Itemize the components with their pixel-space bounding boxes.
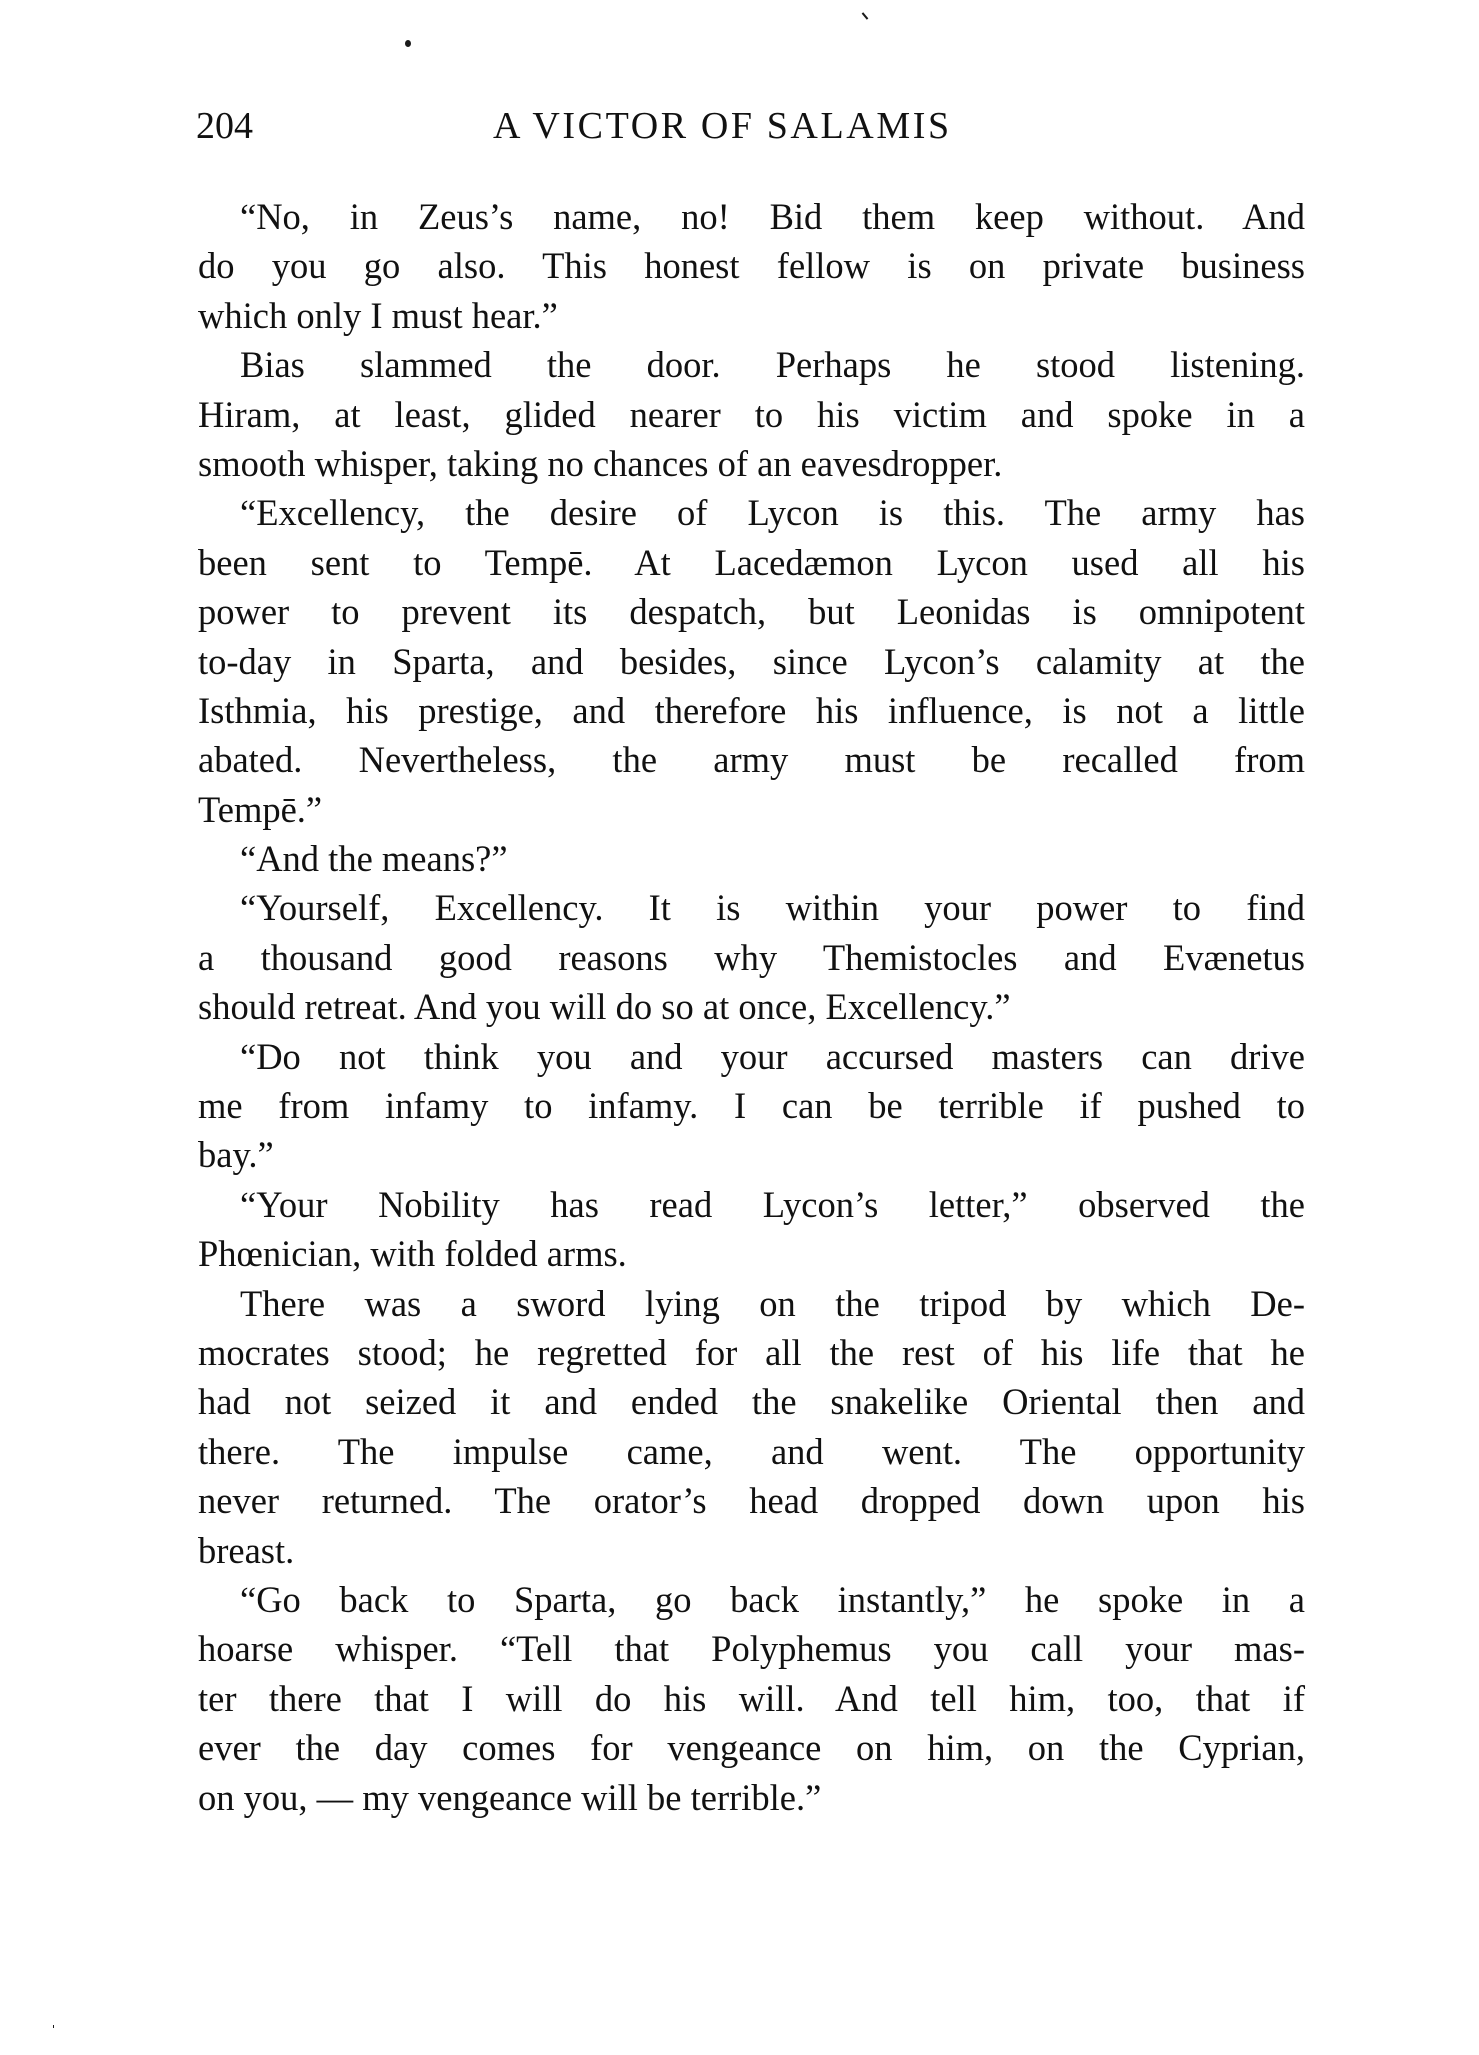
text-line: abated. Nevertheless, the army must be recalled from bbox=[198, 739, 1305, 781]
text-line: “Yourself, Excellency. It is within your power to find bbox=[240, 887, 1305, 929]
text-line: Isthmia, his prestige, and therefore his influence, is not a little bbox=[198, 689, 1305, 731]
paragraph bbox=[198, 883, 1305, 1031]
paragraph bbox=[198, 1575, 1305, 1822]
text-line: ter there that I will do his will. And tell him, too, that if bbox=[198, 1677, 1305, 1719]
paragraph bbox=[198, 488, 1305, 834]
text-line: on you, — my vengeance will be terrible.” bbox=[198, 1776, 822, 1818]
paragraph bbox=[198, 192, 1305, 340]
text-line: do you go also. This honest fellow is on private business bbox=[198, 245, 1305, 287]
text-line: Tempē.” bbox=[198, 788, 323, 830]
text-line: bay.” bbox=[198, 1134, 274, 1176]
text-line: should retreat. And you will do so at once, Excellency.” bbox=[198, 986, 1011, 1028]
text-line: a thousand good reasons why Themistocles and Evænetus bbox=[198, 936, 1305, 978]
text-line: there. The impulse came, and went. The opportunity bbox=[198, 1430, 1305, 1472]
text-line: “Go back to Sparta, go back instantly,” he spoke in a bbox=[240, 1578, 1305, 1620]
text-line: Hiram, at least, glided nearer to his victim and spoke in a bbox=[198, 393, 1305, 435]
paragraph bbox=[198, 340, 1305, 488]
text-line: Bias slammed the door. Perhaps he stood listening. bbox=[240, 344, 1305, 386]
text-line: had not seized it and ended the snakelike Oriental then and bbox=[198, 1381, 1305, 1423]
page-number: 204 bbox=[196, 105, 253, 147]
text-line: me from infamy to infamy. I can be terrible if pushed to bbox=[198, 1085, 1305, 1127]
page-body bbox=[198, 192, 1305, 1822]
paragraph bbox=[198, 1180, 1305, 1279]
text-line: “Your Nobility has read Lycon’s letter,” observed the bbox=[240, 1183, 1305, 1225]
text-line: to-day in Sparta, and besides, since Lycon’s calamity at the bbox=[198, 640, 1305, 682]
print-speck-dot bbox=[405, 40, 411, 47]
text-line: ever the day comes for vengeance on him, on the Cyprian, bbox=[198, 1727, 1305, 1769]
text-line: breast. bbox=[198, 1529, 295, 1571]
text-line: “And the means?” bbox=[240, 838, 508, 880]
text-line: There was a sword lying on the tripod by which De- bbox=[240, 1282, 1305, 1324]
text-line: “Do not think you and your accursed masters can drive bbox=[240, 1035, 1305, 1077]
text-line: never returned. The orator’s head dropped down upon his bbox=[198, 1480, 1305, 1522]
paragraph bbox=[198, 834, 1305, 883]
print-speck-bottom bbox=[53, 2025, 54, 2028]
text-line: been sent to Tempē. At Lacedæmon Lycon used all his bbox=[198, 541, 1305, 583]
text-line: smooth whisper, taking no chances of an eavesdropper. bbox=[198, 442, 1003, 484]
running-head bbox=[196, 104, 1306, 148]
text-line: “No, in Zeus’s name, no! Bid them keep without. And bbox=[240, 196, 1305, 237]
text-line: “Excellency, the desire of Lycon is this. The army has bbox=[240, 492, 1305, 534]
running-title: A VICTOR OF SALAMIS bbox=[493, 105, 952, 147]
text-line: which only I must hear.” bbox=[198, 294, 558, 336]
text-line: hoarse whisper. “Tell that Polyphemus you call your mas- bbox=[198, 1628, 1305, 1670]
text-line: Phœnician, with folded arms. bbox=[198, 1233, 627, 1275]
print-speck-tick bbox=[862, 12, 869, 19]
paragraph bbox=[198, 1032, 1305, 1180]
text-line: power to prevent its despatch, but Leonidas is omnipotent bbox=[198, 591, 1305, 633]
text-line: mocrates stood; he regretted for all the rest of his life that he bbox=[198, 1331, 1305, 1373]
paragraph bbox=[198, 1279, 1305, 1575]
